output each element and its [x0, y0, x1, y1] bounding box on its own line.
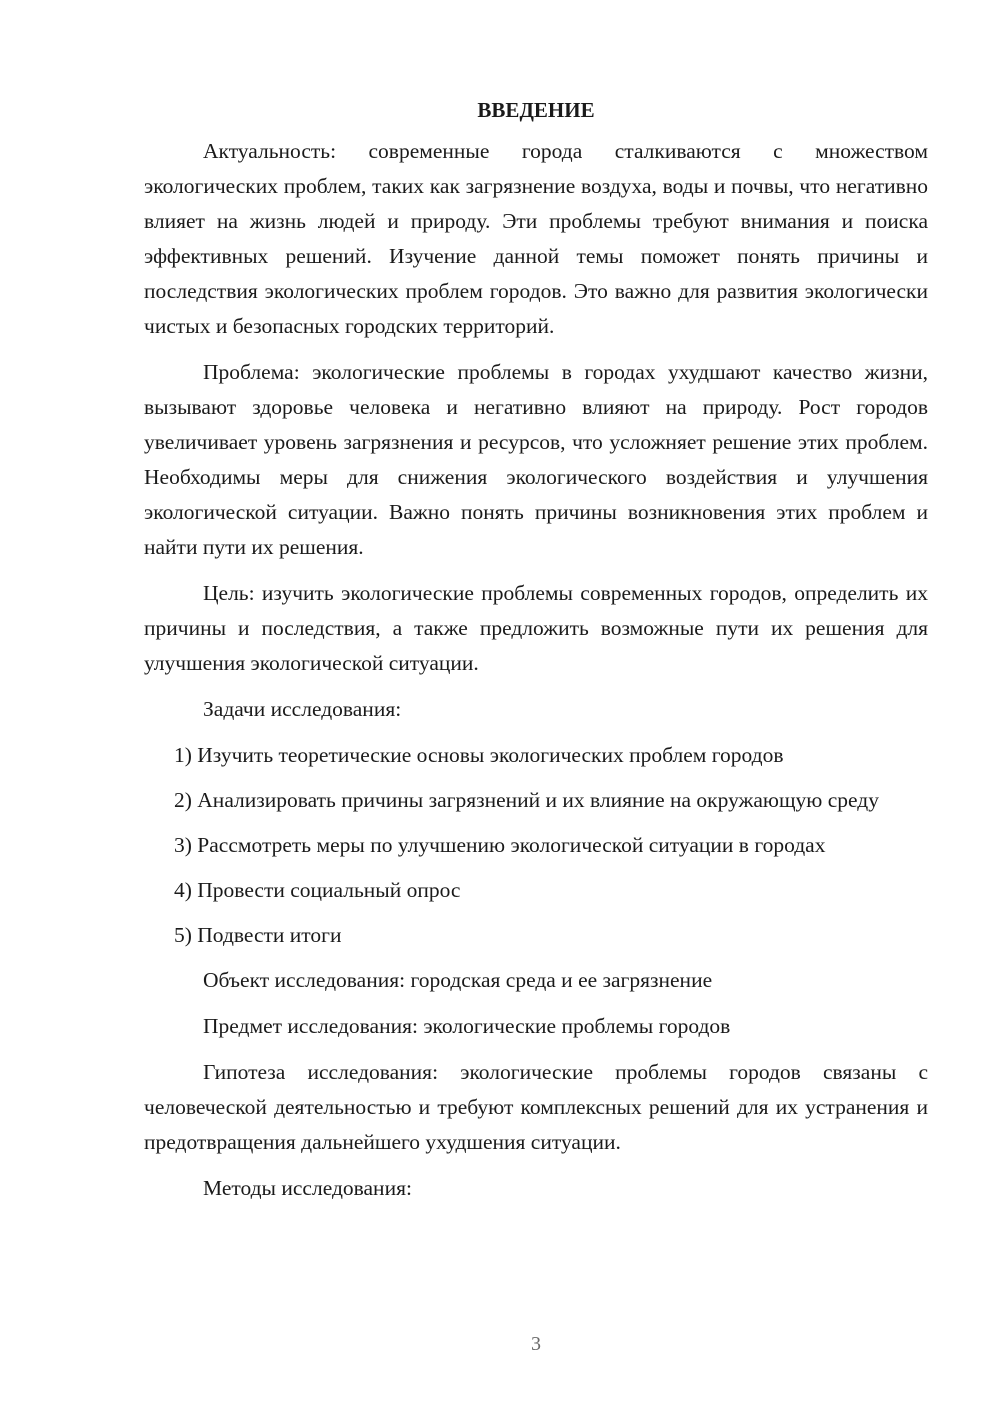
page-content — [144, 90, 928, 1217]
paragraph-goal: Цель: изучить экологические проблемы современных городов, определить их причины и последствия, а также предложить возможные пути их решения для улучшения экологической ситуации. — [144, 581, 928, 675]
paragraph-problem: Проблема: экологические проблемы в городах ухудшают качество жизни, вызывают здоровье человека и негативно влияют на природу. Рост городов увеличивает уровень загрязнения и ресурсов, что усложняет решение этих проблем. Необходимы меры для снижения экологического воздействия и улучшения экологической ситуации. Важно понять причины возникновения этих проблем и найти пути их решения. — [144, 360, 928, 559]
paragraph-relevance: Актуальность: современные города сталкиваются с множеством экологических проблем, таких как загрязнение воздуха, воды и почвы, что негативно влияет на жизнь людей и природу. Эти проблемы требуют внимания и поиска эффективных решений. Изучение данной темы поможет понять причины и последствия экологических проблем городов. Это важно для развития экологически чистых и безопасных городских территорий. — [144, 139, 928, 338]
page-number: 3 — [531, 1333, 541, 1355]
section-heading: ВВЕДЕНИЕ — [477, 98, 595, 122]
task-item-2: 2) Анализировать причины загрязнений и их влияние на окружающую среду — [174, 788, 879, 812]
research-object: Объект исследования: городская среда и ее загрязнение — [203, 968, 713, 992]
task-item-5: 5) Подвести итоги — [174, 923, 342, 947]
methods-label: Методы исследования: — [203, 1176, 412, 1200]
task-item-1: 1) Изучить теоретические основы экологических проблем городов — [174, 743, 784, 767]
task-item-4: 4) Провести социальный опрос — [174, 878, 461, 902]
research-subject: Предмет исследования: экологические проблемы городов — [203, 1014, 731, 1038]
task-item-3: 3) Рассмотреть меры по улучшению экологической ситуации в городах — [174, 833, 826, 857]
research-hypothesis: Гипотеза исследования: экологические проблемы городов связаны с человеческой деятельностью и требуют комплексных решений для их устранения и предотвращения дальнейшего ухудшения ситуации. — [144, 1060, 928, 1154]
tasks-label: Задачи исследования: — [203, 697, 402, 721]
